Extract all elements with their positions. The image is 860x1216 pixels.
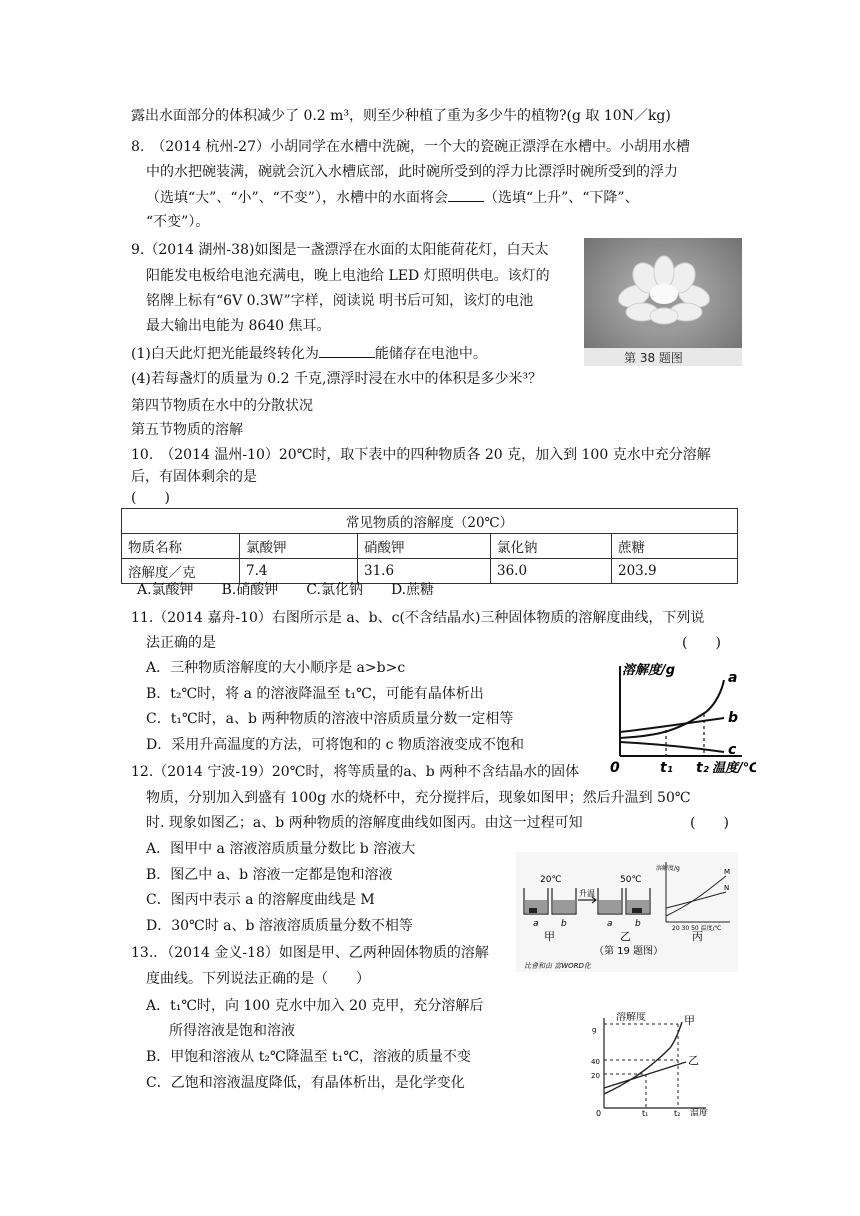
figure-caption: 第 38 题图 <box>624 351 683 365</box>
question-9-line-5 <box>131 343 487 364</box>
question-8-text: （选填“大”、“小”、“不变”），水槽中的水面将会 <box>146 190 448 206</box>
question-13-option-b: B．甲饱和溶液从 t₂℃降温至 t₁℃，溶液的质量不变 <box>146 1049 471 1065</box>
axis-tick: 0 <box>596 1109 602 1116</box>
axis-tick: t₁ <box>642 1109 649 1116</box>
curve-label: c <box>728 742 737 758</box>
curve-label: b <box>728 710 739 726</box>
question-11-option-c: C．t₁℃时，a、b 两种物质的溶液中溶质质量分数一定相等 <box>146 711 514 727</box>
question-8-text: （选填“上升”、“下降”、 <box>483 190 639 206</box>
question-8-line-1: 8. （2014 杭州-27）小胡同学在水槽中洗碗，一个大的瓷碗正漂浮在水槽中。小胡用水槽 <box>131 139 690 155</box>
question-9-line-1: 9.（2014 湖州-38)如图是一盏漂浮在水面的太阳能荷花灯，白天太 <box>131 242 549 258</box>
question-11-line-2: 法正确的是 <box>146 635 216 651</box>
table-cell: 36.0 <box>491 559 612 584</box>
question-10-line-1: 10. （2014 温州-10）20℃时，取下表中的四种物质各 20 克，加入到 100 克水中充分溶解 <box>131 447 711 463</box>
table-cell: 蔗糖 <box>612 534 738 559</box>
question-12-option-d: D．30℃时 a、b 溶液溶质质量分数不相等 <box>146 918 413 934</box>
figure-label-jia: 甲 <box>544 930 555 943</box>
beaker-label: b <box>635 919 641 929</box>
figure-note: 比會和由 富WORD化 <box>524 962 591 970</box>
question-10-options: A.氯酸钾 B.硝酸钾 C.氯化钠 D.蔗糖 <box>137 582 435 598</box>
curve-label: a <box>728 670 738 686</box>
question-8-line-3 <box>146 187 639 208</box>
process-arrow-label: 升温 <box>579 889 595 898</box>
axis-label: 溶解度/g <box>622 663 676 678</box>
answer-blank <box>448 187 484 202</box>
question-12-line-3: 时. 现象如图乙；a、b 两种物质的溶解度曲线如图丙。由这一过程可知 <box>146 815 583 831</box>
axis-tick: t₂ <box>696 760 709 776</box>
answer-blank <box>319 343 375 358</box>
table-cell: 31.6 <box>358 559 491 584</box>
solubility-table <box>121 508 738 584</box>
solubility-curve-figure-13 <box>590 1012 720 1116</box>
table-caption: 常见物质的溶解度（20℃） <box>122 509 738 534</box>
axis-label: 温度/℃ <box>712 761 756 776</box>
text-line: 露出水面部分的体积减少了 0.2 m³，则至少种植了重为多少牛的植物?(g 取 10N／kg) <box>131 108 671 124</box>
question-12-option-a: A．图甲中 a 溶液溶质质量分数比 b 溶液大 <box>146 841 416 857</box>
curve-label: 甲 <box>684 1014 695 1027</box>
axis-ticks: 20 30 50 温度/℃ <box>672 925 722 932</box>
temperature-label: 50℃ <box>620 875 642 885</box>
table-cell: 物质名称 <box>122 534 240 559</box>
axis-tick: t₂ <box>674 1109 681 1116</box>
table-cell: 氯酸钾 <box>240 534 358 559</box>
beaker-label: b <box>561 919 567 929</box>
axis-tick: 40 <box>591 1058 600 1066</box>
table-row <box>122 534 738 559</box>
beaker-figure-19 <box>516 852 738 972</box>
question-13-option-a-cont: 所得溶液是饱和溶液 <box>169 1023 295 1039</box>
question-10-line-2: 后，有固体剩余的是 <box>131 469 257 485</box>
curve-label: 乙 <box>688 1054 699 1067</box>
question-12-option-c: C．图丙中表示 a 的溶解度曲线是 M <box>146 892 375 908</box>
question-12-paren: ( ) <box>690 815 729 831</box>
figure-caption: （第 19 题图） <box>594 946 664 957</box>
question-12-line-1: 12.（2014 宁波-19）20℃时，将等质量的a、b 两种不含结晶水的固体 <box>131 764 580 780</box>
question-9-line-4: 最大输出电能为 8640 焦耳。 <box>146 318 331 334</box>
curve-label: N <box>724 884 730 892</box>
figure-label-bing: 丙 <box>692 930 703 943</box>
question-13-line-2: 度曲线。下列说法正确的是（ ） <box>146 971 370 987</box>
axis-label: 温度 <box>690 1109 709 1116</box>
beaker-label: a <box>607 919 613 929</box>
question-11-paren: ( ) <box>682 635 721 651</box>
beaker-label: a <box>533 919 539 929</box>
question-11-option-a: A．三种物质溶解度的大小顺序是 a>b>c <box>146 660 406 676</box>
section-heading-4: 第四节物质在水中的分散状况 <box>131 398 313 414</box>
table-cell: 溶解度／克 <box>122 559 240 584</box>
question-13-option-a: A．t₁℃时，向 100 克水中加入 20 克甲，充分溶解后 <box>146 998 484 1014</box>
lotus-lamp-photo <box>584 238 742 366</box>
axis-label: 溶解度 <box>616 1012 646 1023</box>
temperature-label: 20℃ <box>540 875 562 885</box>
axis-tick: t₁ <box>660 760 673 776</box>
question-13-option-c: C．乙饱和溶液温度降低，有晶体析出，是化学变化 <box>146 1075 465 1091</box>
question-11-option-d: D．采用升高温度的方法，可将饱和的 c 物质溶液变成不饱和 <box>146 737 524 753</box>
question-12-option-b: B．图乙中 a、b 溶液一定都是饱和溶液 <box>146 867 393 883</box>
question-8-line-2: 中的水把碗装满，碗就会沉入水槽底部，此时碗所受到的浮力比漂浮时碗所受到的浮力 <box>146 164 678 180</box>
curve-label: M <box>724 868 731 876</box>
question-11-option-b: B．t₂℃时，将 a 的溶液降温至 t₁℃，可能有晶体析出 <box>146 686 484 702</box>
axis-tick: 20 <box>591 1072 600 1080</box>
axis-tick: g <box>592 1026 597 1034</box>
section-heading-5: 第五节物质的溶解 <box>131 422 243 438</box>
figure-label-yi: 乙 <box>620 930 631 943</box>
question-8-line-4: “不变”）。 <box>146 214 210 230</box>
question-9-text: (1)白天此灯把光能最终转化为 <box>131 346 319 362</box>
table-cell: 硝酸钾 <box>358 534 491 559</box>
question-9-text: 能储存在电池中。 <box>374 346 487 362</box>
table-cell: 203.9 <box>612 559 738 584</box>
question-12-line-2: 物质，分别加入到盛有 100g 水的烧杯中，充分搅拌后，现象如图甲；然后升温到 50℃ <box>146 790 691 806</box>
axis-label: 溶解度/g <box>656 865 680 872</box>
question-13-line-1: 13.．（2014 金义-18）如图是甲、乙两种固体物质的溶解 <box>131 945 489 961</box>
question-9-line-2: 阳能发电板给电池充满电，晚上电池给 LED 灯照明供电。该灯的 <box>146 268 550 284</box>
table-cell: 氯化钠 <box>491 534 612 559</box>
question-11-line-1: 11.（2014 嘉舟-10）右图所示是 a、b、c(不含结晶水)三种固体物质的溶解度曲线，下列说 <box>131 610 705 626</box>
question-9-line-3: 铭牌上标有“6V 0.3W”字样，阅读说 明书后可知，该灯的电池 <box>146 293 534 309</box>
question-9-line-6: (4)若每盏灯的质量为 0.2 千克,漂浮时浸在水中的体积是多少米³？ <box>131 371 543 387</box>
question-10-paren: ( ) <box>131 490 170 506</box>
solubility-curve-figure-11 <box>606 660 756 778</box>
axis-origin: 0 <box>610 760 620 776</box>
table-cell: 7.4 <box>240 559 358 584</box>
